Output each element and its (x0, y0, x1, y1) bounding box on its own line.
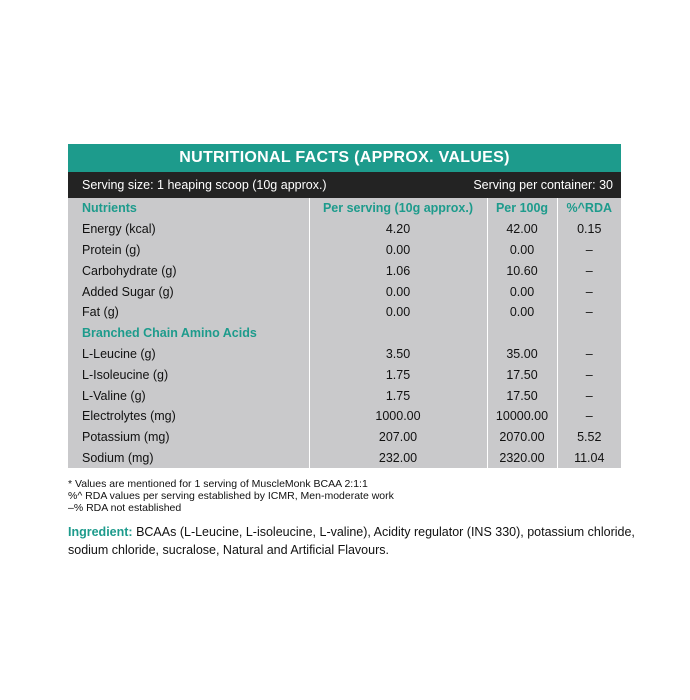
rda-value: 11.04 (557, 448, 621, 469)
ingredient-label: Ingredient: (68, 525, 133, 539)
table-row (68, 448, 621, 469)
per-100g-value: 17.50 (487, 385, 557, 406)
per-100g-value: 10000.00 (487, 406, 557, 427)
header-nutrients: Nutrients (82, 201, 137, 216)
nutrition-facts-panel (68, 144, 621, 468)
footnote: %^ RDA values per serving established by ICMR, Men-moderate work (68, 490, 394, 502)
table-row (68, 219, 621, 240)
table-row (68, 344, 621, 365)
rda-value: 5.52 (557, 427, 621, 448)
footnote: –% RDA not established (68, 502, 182, 514)
nutrient-name: Potassium (mg) (82, 430, 170, 445)
header-per-100g: Per 100g (487, 198, 557, 219)
per-serving-value: 1.75 (309, 364, 487, 385)
nutrient-name: L-Isoleucine (g) (82, 367, 169, 382)
section-row-bcaa (68, 323, 621, 344)
rda-value: – (557, 240, 621, 261)
rda-value: – (557, 406, 621, 427)
per-100g-value: 10.60 (487, 260, 557, 281)
per-serving-value: 1.75 (309, 385, 487, 406)
nutrient-name: Sodium (mg) (82, 450, 154, 465)
table-row (68, 260, 621, 281)
nutrition-table (68, 198, 621, 468)
serving-bar (68, 172, 621, 198)
footnotes (68, 478, 628, 514)
ingredient-text: BCAAs (L-Leucine, L-isoleucine, L-valine), Acidity regulator (INS 330), potassium chloride, sodium chloride, sucralose, Natural and Artificial Flavours. (68, 525, 635, 557)
per-serving-value: 0.00 (309, 281, 487, 302)
rda-value: – (557, 302, 621, 323)
table-row (68, 385, 621, 406)
per-serving-value: 0.00 (309, 240, 487, 261)
footnote: * Values are mentioned for 1 serving of MuscleMonk BCAA 2:1:1 (68, 478, 368, 490)
section-label: Branched Chain Amino Acids (82, 326, 257, 341)
serving-size: Serving size: 1 heaping scoop (10g approx.) (82, 178, 327, 192)
rda-value: – (557, 344, 621, 365)
nutrient-name: Protein (g) (82, 242, 141, 257)
nutrition-title: NUTRITIONAL FACTS (APPROX. VALUES) (68, 144, 621, 172)
per-serving-value: 232.00 (309, 448, 487, 469)
table-row (68, 427, 621, 448)
table-row (68, 406, 621, 427)
per-serving-value: 1000.00 (309, 406, 487, 427)
header-per-serving: Per serving (10g approx.) (309, 198, 487, 219)
nutrient-name: Energy (kcal) (82, 222, 156, 237)
per-serving-value: 207.00 (309, 427, 487, 448)
nutrient-name: Electrolytes (mg) (82, 409, 176, 424)
per-100g-value: 42.00 (487, 219, 557, 240)
ingredient-block (68, 523, 638, 559)
per-100g-value: 35.00 (487, 344, 557, 365)
rda-value: – (557, 281, 621, 302)
serving-per-container: Serving per container: 30 (473, 178, 613, 192)
nutrient-name: Carbohydrate (g) (82, 263, 177, 278)
header-rda: %^RDA (557, 198, 621, 219)
per-serving-value: 3.50 (309, 344, 487, 365)
per-serving-value: 4.20 (309, 219, 487, 240)
nutrient-name: Fat (g) (82, 305, 119, 320)
rda-value: – (557, 260, 621, 281)
per-serving-value: 0.00 (309, 302, 487, 323)
per-100g-value: 0.00 (487, 240, 557, 261)
rda-value: – (557, 385, 621, 406)
nutrient-name: L-Leucine (g) (82, 346, 156, 361)
per-100g-value: 0.00 (487, 281, 557, 302)
table-header-row (68, 198, 621, 219)
per-serving-value: 1.06 (309, 260, 487, 281)
per-100g-value: 2070.00 (487, 427, 557, 448)
per-100g-value: 2320.00 (487, 448, 557, 469)
table-row (68, 281, 621, 302)
table-row (68, 364, 621, 385)
table-row (68, 302, 621, 323)
per-100g-value: 17.50 (487, 364, 557, 385)
rda-value: – (557, 364, 621, 385)
rda-value: 0.15 (557, 219, 621, 240)
nutrient-name: L-Valine (g) (82, 388, 146, 403)
table-row (68, 240, 621, 261)
nutrient-name: Added Sugar (g) (82, 284, 174, 299)
per-100g-value: 0.00 (487, 302, 557, 323)
